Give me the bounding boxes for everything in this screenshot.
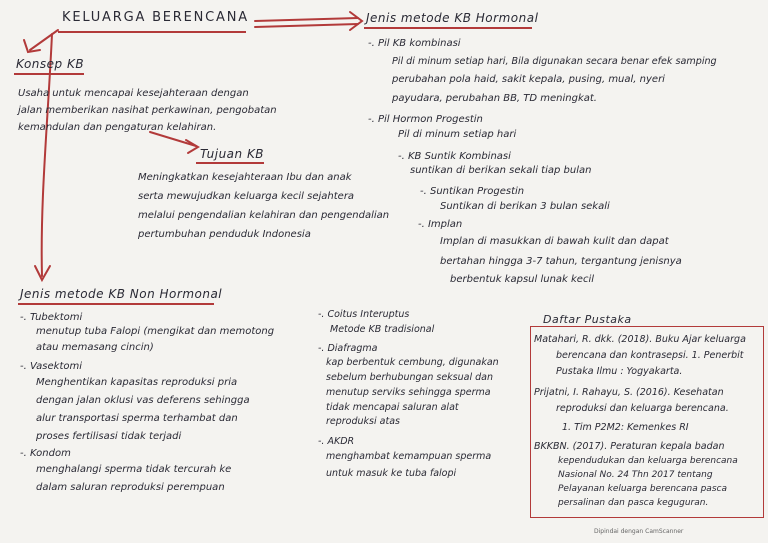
- tujuan-line: Meningkatkan kesejahteraan Ibu dan anak: [138, 172, 352, 183]
- hormonal-line: -. Implan: [418, 219, 463, 230]
- nonhormonal-line: reproduksi atas: [326, 416, 400, 427]
- hormonal-line: suntikan di berikan sekali tiap bulan: [410, 165, 592, 176]
- pustaka-line: Prijatni, I. Rahayu, S. (2016). Kesehatan: [534, 387, 724, 398]
- nonhormonal-line: -. Kondom: [20, 448, 71, 459]
- pustaka-line: 1. Tim P2M2: Kemenkes RI: [562, 422, 689, 433]
- pustaka-line: berencana dan kontrasepsi. 1. Penerbit: [556, 350, 744, 361]
- hormonal-line: Suntikan di berikan 3 bulan sekali: [440, 201, 610, 212]
- nonhormonal-line: kap berbentuk cembung, digunakan: [326, 357, 499, 368]
- nonhormonal-line: Menghentikan kapasitas reproduksi pria: [36, 377, 238, 388]
- pustaka-line: reproduksi dan keluarga berencana.: [556, 403, 729, 414]
- nonhormonal-line: untuk masuk ke tuba falopi: [326, 468, 457, 479]
- title-underline: [58, 31, 246, 33]
- nonhormonal-line: dalam saluran reproduksi perempuan: [36, 482, 225, 493]
- nonhormonal-line: atau memasang cincin): [36, 342, 154, 353]
- nonhormonal-line: menutup serviks sehingga sperma: [326, 387, 491, 398]
- scanner-footer: Dipindai dengan CamScanner: [594, 528, 684, 535]
- pustaka-heading: Daftar Pustaka: [543, 313, 632, 326]
- nonhormonal-line: -. AKDR: [318, 436, 355, 447]
- konsep-line: Usaha untuk mencapai kesejahteraan dengan: [18, 88, 249, 99]
- nonhormonal-line: Metode KB tradisional: [330, 324, 435, 335]
- konsep-line: kemandulan dan pengaturan kelahiran.: [18, 122, 217, 133]
- pustaka-line: Nasional No. 24 Thn 2017 tentang: [558, 470, 713, 480]
- nonhormonal-line: menutup tuba Falopi (mengikat dan memotong: [36, 326, 275, 337]
- nonhormonal-line: tidak mencapai saluran alat: [326, 402, 459, 413]
- nonhormonal-line: sebelum berhubungan seksual dan: [326, 372, 494, 383]
- hormonal-line: Implan di masukkan di bawah kulit dan dapat: [440, 236, 669, 247]
- tujuan-line: serta mewujudkan keluarga kecil sejahtera: [138, 191, 355, 202]
- nonhormonal-line: dengan jalan oklusi vas deferens sehingga: [36, 395, 250, 406]
- nonhormonal-line: -. Diafragma: [318, 343, 378, 354]
- nonhormonal-line: menghambat kemampuan sperma: [326, 451, 492, 462]
- pustaka-line: Matahari, R. dkk. (2018). Buku Ajar keluarga: [534, 334, 746, 345]
- konsep-line: jalan memberikan nasihat perkawinan, pengobatan: [18, 105, 277, 116]
- konsep-underline: [14, 73, 84, 75]
- nonhormonal-line: -. Tubektomi: [20, 312, 83, 323]
- hormonal-line: Pil di minum setiap hari: [398, 129, 517, 140]
- hormonal-heading: Jenis metode KB Hormonal: [366, 11, 539, 25]
- hormonal-line: -. KB Suntik Kombinasi: [398, 151, 511, 162]
- hormonal-line: perubahan pola haid, sakit kepala, pusing, mual, nyeri: [392, 74, 665, 85]
- hormonal-line: payudara, perubahan BB, TD meningkat.: [392, 93, 597, 104]
- nonhormonal-underline: [18, 303, 214, 305]
- tujuan-underline: [196, 162, 264, 164]
- hormonal-underline: [364, 27, 532, 29]
- hormonal-line: bertahan hingga 3-7 tahun, tergantung jenisnya: [440, 256, 682, 267]
- pustaka-line: kependudukan dan keluarga berencana: [558, 456, 738, 466]
- nonhormonal-line: -. Coitus Interuptus: [318, 309, 410, 320]
- hormonal-line: Pil di minum setiap hari, Bila digunakan secara benar efek samping: [392, 56, 717, 67]
- konsep-heading: Konsep KB: [16, 57, 85, 71]
- hormonal-line: -. Pil KB kombinasi: [368, 38, 461, 49]
- pustaka-line: Pustaka Ilmu : Yogyakarta.: [556, 366, 683, 377]
- nonhormonal-line: proses fertilisasi tidak terjadi: [36, 431, 182, 442]
- hormonal-line: berbentuk kapsul lunak kecil: [450, 274, 594, 285]
- tujuan-line: pertumbuhan penduduk Indonesia: [138, 229, 311, 240]
- tujuan-line: melalui pengendalian kelahiran dan pengendalian: [138, 210, 390, 221]
- hormonal-line: -. Pil Hormon Progestin: [368, 114, 483, 125]
- pustaka-line: BKKBN. (2017). Peraturan kepala badan: [534, 441, 725, 452]
- hormonal-line: -. Suntikan Progestin: [420, 186, 525, 197]
- page-title: KELUARGA BERENCANA: [62, 10, 249, 25]
- nonhormonal-heading: Jenis metode KB Non Hormonal: [20, 287, 223, 301]
- tujuan-heading: Tujuan KB: [200, 147, 265, 161]
- nonhormonal-line: alur transportasi sperma terhambat dan: [36, 413, 238, 424]
- pustaka-line: persalinan dan pasca keguguran.: [558, 498, 709, 508]
- pustaka-line: Pelayanan keluarga berencana pasca: [558, 484, 727, 494]
- nonhormonal-line: menghalangi sperma tidak tercurah ke: [36, 464, 232, 475]
- nonhormonal-line: -. Vasektomi: [20, 361, 83, 372]
